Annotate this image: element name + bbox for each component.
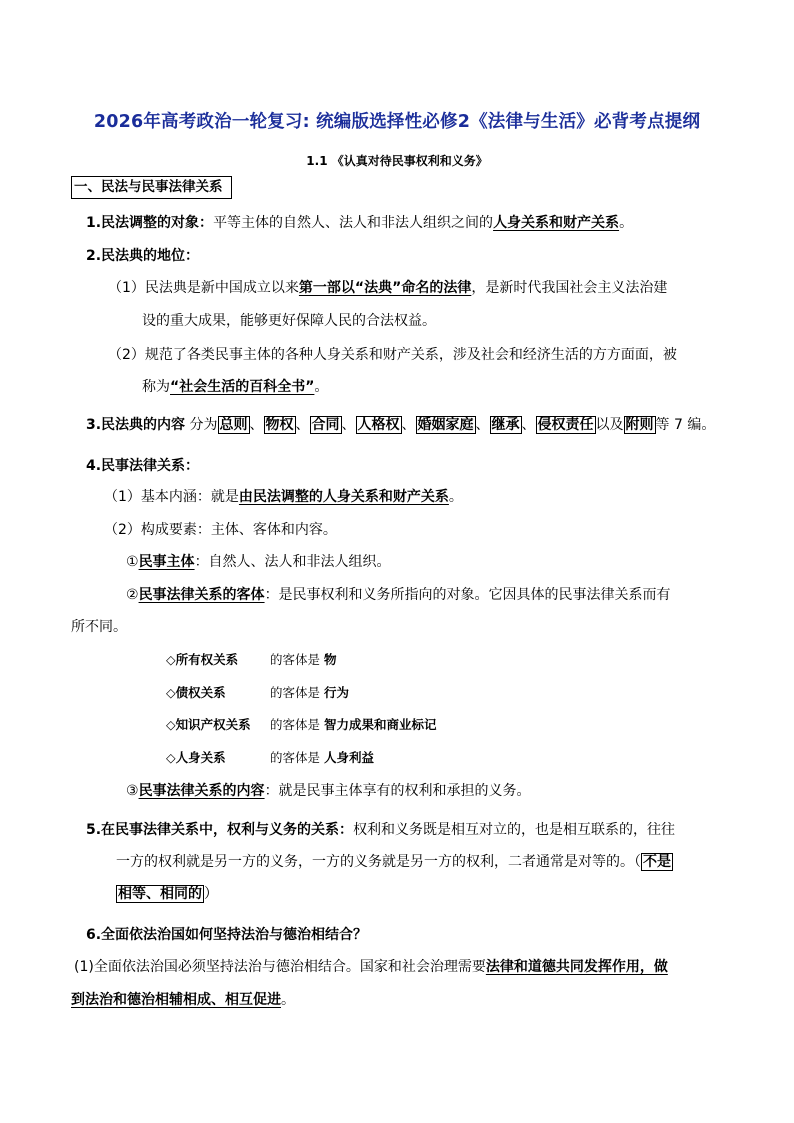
key-term: 到法治和德治相辅相成、相互促进 (71, 992, 281, 1008)
lesson-subtitle: 1.1 《认真对待民事权利和义务》 (306, 154, 488, 168)
point-2-2-cont: 称为“社会生活的百科全书”。 (142, 379, 329, 395)
code-part-box: 继承 (491, 417, 520, 433)
key-term: 人身关系和财产关系 (493, 215, 620, 231)
point-6-1-cont: 到法治和德治相辅相成、相互促进。 (71, 992, 295, 1008)
object-row: ◇人身关系 的客体是 人身利益 (166, 750, 375, 765)
point-5-cont-2: 相等、相同的 ） (118, 886, 218, 902)
point-5-cont: 一方的权利就是另一方的义务，一方的义务就是另一方的权利，二者通常是对等的。（ 不是 (116, 854, 671, 870)
point-2-1: （1）民法典是新中国成立以来第一部以“法典”命名的法律，是新时代我国社会主义法治建 (108, 280, 668, 296)
code-part-box: 合同 (311, 417, 340, 433)
point-4-sub-1: ①民事主体：自然人、法人和非法人组织。 (126, 554, 391, 570)
key-term: 法律和道德共同发挥作用，做 (485, 959, 668, 975)
point-4-heading: 4.民事法律关系： (86, 458, 200, 474)
point-2-1-cont: 设的重大成果，能够更好保障人民的合法权益。 (142, 313, 436, 329)
point-5: 5.在民事法律关系中，权利与义务的关系：权利和义务既是相互对立的，也是相互联系的，往往 (86, 822, 676, 838)
object-row: ◇所有权关系 的客体是 物 (166, 652, 337, 667)
point-4-sub-3: ③民事法律关系的内容：就是民事主体享有的权利和承担的义务。 (126, 783, 531, 799)
point-6-1: (1)全面依法治国必须坚持法治与德治相结合。国家和社会治理需要法律和道德共同发挥作用，做 (74, 959, 668, 975)
key-term: 第一部以“法典”命名的法律 (298, 280, 472, 296)
point-6-heading: 6.全面依法治国如何坚持法治与德治相结合？ (86, 927, 368, 943)
point-4-sub-2-cont: 所不同。 (71, 619, 127, 635)
code-part-box: 总则 (219, 417, 248, 433)
highlight-box: 相等、相同的 (118, 886, 202, 902)
document-title: 2026年高考政治一轮复习: 统编版选择性必修2《法律与生活》必背考点提纲 (93, 112, 701, 132)
point-3: 3.民法典的内容 分为 总则 、 物权 、 合同 、 人格权 、 婚姻家庭 、 继承 、 侵权责任 以及 附则 等 7 编。 (86, 417, 716, 433)
point-1: 1.民法调整的对象：平等主体的自然人、法人和非法人组织之间的人身关系和财产关系。 (86, 215, 634, 231)
key-term: 民事主体 (138, 554, 195, 570)
code-part-box: 附则 (625, 417, 654, 433)
point-4-1: （1）基本内涵：就是由民法调整的人身关系和财产关系。 (104, 489, 463, 505)
code-part-box: 侵权责任 (537, 417, 594, 433)
point-2-2: （2）规范了各类民事主体的各种人身关系和财产关系，涉及社会和经济生活的方方面面，被 (108, 347, 677, 363)
object-row: ◇债权关系 的客体是 行为 (166, 685, 350, 700)
point-2-heading: 2.民法典的地位： (86, 248, 200, 264)
code-part-box: 物权 (265, 417, 294, 433)
key-term: “社会生活的百科全书” (170, 379, 315, 395)
section-heading: 一、民法与民事法律关系 (71, 176, 232, 199)
point-4-2: （2）构成要素：主体、客体和内容。 (104, 522, 337, 538)
key-term: 民事法律关系的内容 (138, 783, 265, 799)
object-row: ◇知识产权关系 的客体是 智力成果和商业标记 (166, 717, 437, 732)
code-part-box: 人格权 (357, 417, 400, 433)
key-term: 由民法调整的人身关系和财产关系 (238, 489, 449, 505)
code-part-box: 婚姻家庭 (417, 417, 474, 433)
highlight-box: 不是 (643, 854, 671, 870)
point-4-sub-2: ②民事法律关系的客体：是民事权利和义务所指向的对象。它因具体的民事法律关系而有 (126, 587, 671, 603)
key-term: 民事法律关系的客体 (138, 587, 265, 603)
